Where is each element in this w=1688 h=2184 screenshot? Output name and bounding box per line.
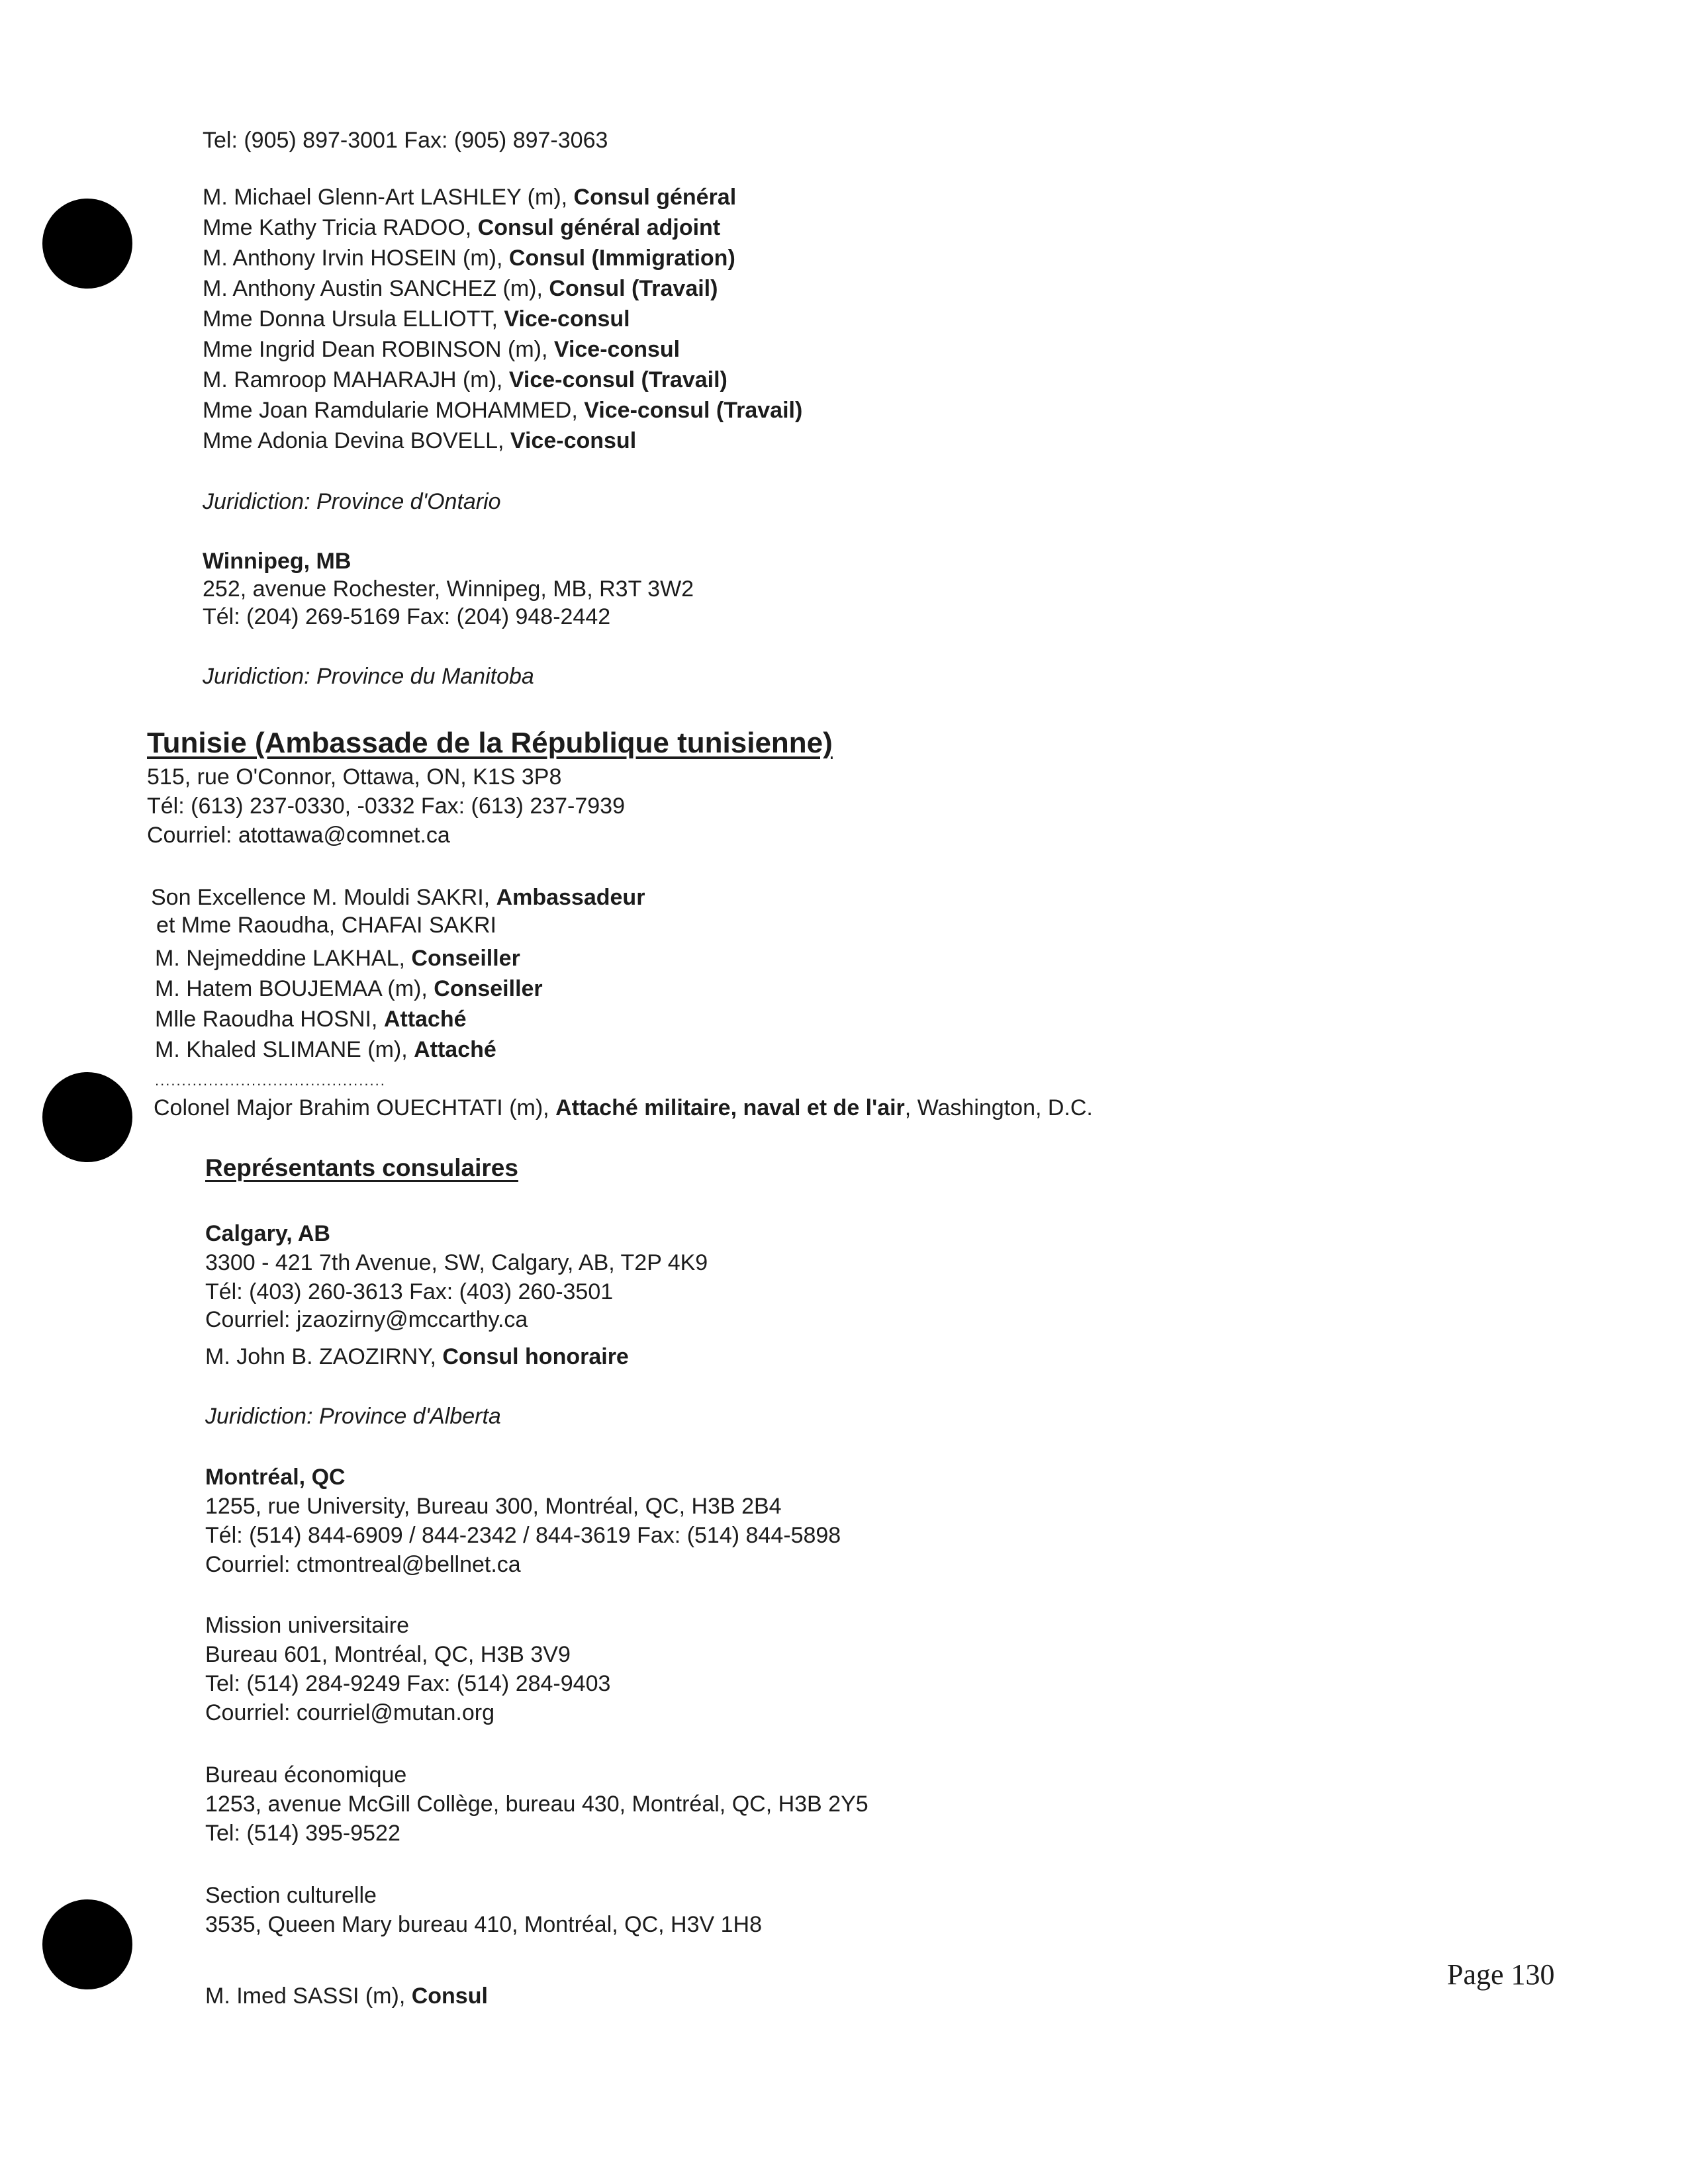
staff-title: Attaché — [383, 1007, 467, 1032]
military-attache-line — [154, 1093, 1093, 1122]
staff-name: M. Nejmeddine LAKHAL, — [155, 946, 412, 971]
montreal-address: 1255, rue University, Bureau 300, Montréal, QC, H3B 2B4 — [205, 1494, 782, 1519]
staff-name: M. Hatem BOUJEMAA (m), — [155, 976, 434, 1001]
bureau-address: 1253, avenue McGill Collège, bureau 430, Montréal, QC, H3B 2Y5 — [205, 1792, 868, 1817]
tunisie-email: Courriel: atottawa@comnet.ca — [147, 823, 450, 848]
tunisie-tel: Tél: (613) 237-0330, -0332 Fax: (613) 237-7939 — [147, 794, 626, 819]
staff-line — [155, 944, 520, 973]
staff-name: Mme Adonia Devina BOVELL, — [203, 428, 510, 453]
calgary-address: 3300 - 421 7th Avenue, SW, Calgary, AB, T2P 4K9 — [205, 1250, 708, 1275]
consular-heading: Représentants consulaires — [205, 1154, 518, 1181]
staff-name: M. Khaled SLIMANE (m), — [155, 1037, 414, 1062]
staff-line — [203, 183, 736, 212]
military-title: Attaché militaire, naval et de l'air — [555, 1095, 905, 1120]
staff-title: Vice-consul — [504, 306, 630, 332]
mission-email: Courriel: courriel@mutan.org — [205, 1700, 495, 1725]
ambassador-title: Ambassadeur — [496, 885, 645, 910]
staff-title: Consul (Travail) — [549, 276, 718, 301]
staff-line — [203, 335, 680, 364]
staff-line — [203, 426, 636, 455]
staff-name: M. Michael Glenn-Art LASHLEY (m), — [203, 185, 574, 210]
staff-line — [155, 974, 543, 1003]
culture-name: Section culturelle — [205, 1883, 377, 1908]
staff-title: Vice-consul — [510, 428, 637, 453]
staff-title: Consul général adjoint — [477, 215, 721, 240]
winnipeg-jurisdiction: Juridiction: Province du Manitoba — [203, 664, 534, 689]
military-location: , Washington, D.C. — [904, 1095, 1093, 1120]
bureau-name: Bureau économique — [205, 1762, 407, 1788]
mission-address: Bureau 601, Montréal, QC, H3B 3V9 — [205, 1642, 571, 1667]
dotted-separator: ........................................... — [155, 1072, 386, 1089]
mission-name: Mission universitaire — [205, 1613, 409, 1638]
ambassador-spouse: et Mme Raoudha, CHAFAI SAKRI — [156, 913, 496, 938]
consul-name: M. John B. ZAOZIRNY, — [205, 1344, 443, 1369]
winnipeg-city: Winnipeg, MB — [203, 549, 352, 574]
tunisie-address: 515, rue O'Connor, Ottawa, ON, K1S 3P8 — [147, 764, 562, 790]
consul-title: Consul honoraire — [442, 1344, 629, 1369]
staff-line — [203, 396, 802, 425]
calgary-tel: Tél: (403) 260-3613 Fax: (403) 260-3501 — [205, 1279, 614, 1304]
staff-line — [155, 1035, 496, 1064]
montreal-email: Courriel: ctmontreal@bellnet.ca — [205, 1552, 521, 1577]
staff-line — [203, 365, 727, 394]
staff-line — [203, 244, 735, 273]
calgary-email: Courriel: jzaozirny@mccarthy.ca — [205, 1307, 528, 1332]
bureau-tel: Tel: (514) 395-9522 — [205, 1821, 400, 1846]
montreal-consul — [205, 1981, 488, 2011]
staff-name: Mme Ingrid Dean ROBINSON (m), — [203, 337, 554, 362]
staff-title: Consul général — [573, 185, 737, 210]
ontario-jurisdiction: Juridiction: Province d'Ontario — [203, 489, 501, 514]
mission-tel: Tel: (514) 284-9249 Fax: (514) 284-9403 — [205, 1671, 611, 1696]
montreal-tel: Tél: (514) 844-6909 / 844-2342 / 844-3619 Fax: (514) 844-5898 — [205, 1523, 841, 1548]
staff-line — [203, 304, 630, 334]
culture-address: 3535, Queen Mary bureau 410, Montréal, QC, H3V 1H8 — [205, 1912, 763, 1937]
military-name: Colonel Major Brahim OUECHTATI (m), — [154, 1095, 556, 1120]
ambassador-name: Son Excellence M. Mouldi SAKRI, — [151, 885, 496, 910]
staff-name: M. Anthony Austin SANCHEZ (m), — [203, 276, 549, 301]
staff-name: M. Anthony Irvin HOSEIN (m), — [203, 246, 509, 271]
winnipeg-address: 252, avenue Rochester, Winnipeg, MB, R3T 3W2 — [203, 576, 694, 602]
ambassador-line — [151, 883, 645, 912]
winnipeg-tel: Tél: (204) 269-5169 Fax: (204) 948-2442 — [203, 604, 611, 629]
punch-hole-bottom — [42, 1899, 132, 1989]
consul-name: M. Imed SASSI (m), — [205, 1983, 412, 2009]
staff-name: Mme Donna Ursula ELLIOTT, — [203, 306, 504, 332]
consulate-tel: Tel: (905) 897-3001 Fax: (905) 897-3063 — [203, 128, 608, 153]
calgary-city: Calgary, AB — [205, 1221, 330, 1246]
calgary-consul — [205, 1342, 629, 1371]
staff-name: Mme Kathy Tricia RADOO, — [203, 215, 478, 240]
staff-name: Mlle Raoudha HOSNI, — [155, 1007, 384, 1032]
alberta-jurisdiction: Juridiction: Province d'Alberta — [205, 1404, 501, 1429]
staff-title: Vice-consul (Travail) — [584, 398, 803, 423]
staff-name: Mme Joan Ramdularie MOHAMMED, — [203, 398, 585, 423]
consul-title: Consul — [411, 1983, 488, 2009]
staff-line — [203, 274, 718, 303]
staff-line — [203, 213, 720, 242]
staff-title: Conseiller — [434, 976, 543, 1001]
tunisie-heading: Tunisie (Ambassade de la République tunisienne) — [147, 727, 833, 759]
page-number: Page 130 — [1447, 1958, 1555, 1991]
staff-title: Vice-consul — [553, 337, 680, 362]
staff-title: Conseiller — [411, 946, 520, 971]
montreal-city: Montréal, QC — [205, 1465, 346, 1490]
staff-title: Consul (Immigration) — [508, 246, 735, 271]
staff-name: M. Ramroop MAHARAJH (m), — [203, 367, 509, 392]
punch-hole-top — [42, 199, 132, 289]
staff-line — [155, 1005, 467, 1034]
staff-title: Attaché — [414, 1037, 496, 1062]
staff-title: Vice-consul (Travail) — [508, 367, 727, 392]
punch-hole-middle — [42, 1072, 132, 1162]
